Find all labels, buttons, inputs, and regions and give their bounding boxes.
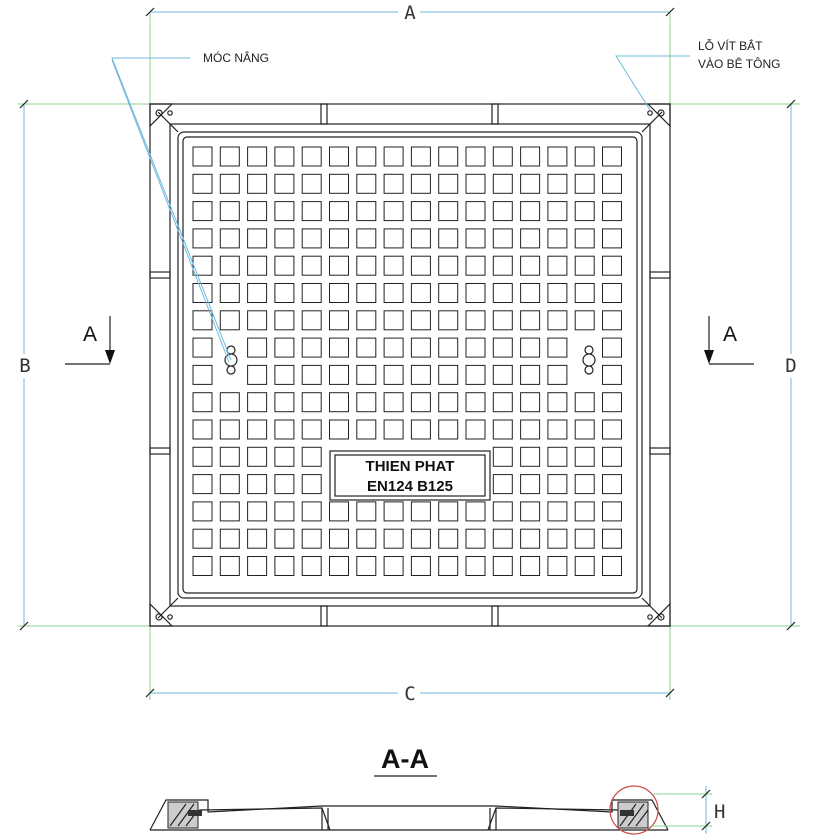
grid-square (521, 502, 540, 521)
grid-square (521, 311, 540, 330)
grid-square (603, 393, 622, 412)
grid-square (439, 365, 458, 384)
grid-square (384, 393, 403, 412)
grid-square (439, 529, 458, 548)
grid-square (603, 502, 622, 521)
grid-square (220, 502, 239, 521)
grid-square (330, 229, 349, 248)
nameplate (330, 451, 490, 500)
grid-square (493, 229, 512, 248)
grid-square (411, 147, 430, 166)
callout-screw-hole (616, 38, 780, 110)
grid-square (330, 338, 349, 357)
grid-square (193, 202, 212, 221)
grid-square (575, 202, 594, 221)
grid-square (603, 256, 622, 275)
height-dimension (652, 786, 725, 834)
grid-square (302, 447, 321, 466)
grid-square (548, 365, 567, 384)
grid-square (603, 420, 622, 439)
grid-square (302, 475, 321, 494)
grid-square (493, 502, 512, 521)
grid-square (220, 174, 239, 193)
grid-square (521, 393, 540, 412)
grid-square (330, 284, 349, 303)
grid-square (384, 502, 403, 521)
grid-square (193, 420, 212, 439)
grid-square (193, 256, 212, 275)
grid-square (548, 475, 567, 494)
section-marker-left (65, 316, 115, 364)
section-marker-right-label: A (722, 323, 738, 346)
grid-square (248, 202, 267, 221)
grid-square (193, 557, 212, 576)
grid-square (521, 147, 540, 166)
grid-square (220, 147, 239, 166)
grid-square (603, 338, 622, 357)
section-view-profile (150, 786, 668, 834)
nameplate-line1: THIEN PHAT (365, 458, 455, 475)
grid-square (439, 147, 458, 166)
grid-square (357, 147, 376, 166)
grid-square (603, 557, 622, 576)
grid-square (384, 284, 403, 303)
grid-square (493, 147, 512, 166)
grid-square (357, 202, 376, 221)
grid-square (384, 256, 403, 275)
screw-hole-icon (156, 110, 664, 620)
grid-square (248, 475, 267, 494)
grid-square (220, 447, 239, 466)
grid-square (439, 256, 458, 275)
grid-square (493, 311, 512, 330)
grid-square (220, 420, 239, 439)
grid-square (302, 311, 321, 330)
dimension-label-right: D (785, 355, 797, 377)
grid-square (193, 229, 212, 248)
grid-square (275, 557, 294, 576)
grid-square (275, 365, 294, 384)
grid-square (548, 284, 567, 303)
dimension-label-height: H (714, 801, 726, 823)
grid-square (411, 393, 430, 412)
grid-square (466, 529, 485, 548)
grid-square (248, 529, 267, 548)
grid-square (411, 338, 430, 357)
grid-square (357, 174, 376, 193)
grid-square (493, 365, 512, 384)
grid-square (193, 338, 212, 357)
grid-square (357, 338, 376, 357)
grid-square (248, 284, 267, 303)
grid-square (302, 338, 321, 357)
grid-square (275, 420, 294, 439)
grid-square (248, 557, 267, 576)
grid-square (548, 202, 567, 221)
grid-square (275, 529, 294, 548)
grid-square (220, 557, 239, 576)
grid-square (548, 338, 567, 357)
grid-square (411, 420, 430, 439)
grid-square (575, 284, 594, 303)
grid-square (521, 202, 540, 221)
grid-square (548, 311, 567, 330)
grid-square (302, 502, 321, 521)
grid-square (411, 529, 430, 548)
grid-square (411, 256, 430, 275)
grid-square (248, 420, 267, 439)
grid-square (493, 447, 512, 466)
grid-square (302, 284, 321, 303)
grid-square (521, 284, 540, 303)
grid-square (548, 256, 567, 275)
grid-square (466, 284, 485, 303)
callout-screw-hole-line2: VÀO BÊ TÔNG (698, 57, 781, 71)
grid-square (248, 447, 267, 466)
grid-square (275, 174, 294, 193)
grid-square (357, 256, 376, 275)
grid-square (330, 529, 349, 548)
grid-square (603, 475, 622, 494)
grid-square (357, 284, 376, 303)
grid-square (493, 393, 512, 412)
grid-square (521, 475, 540, 494)
grid-square (466, 311, 485, 330)
grid-square (411, 502, 430, 521)
grid-square (193, 147, 212, 166)
grid-square (275, 229, 294, 248)
grid-square (248, 365, 267, 384)
grid-square (384, 311, 403, 330)
grid-square (384, 420, 403, 439)
grid-square (275, 147, 294, 166)
grid-square (466, 502, 485, 521)
grid-square (220, 229, 239, 248)
grid-square (603, 284, 622, 303)
grid-square (384, 529, 403, 548)
grid-square (603, 447, 622, 466)
grid-square (248, 393, 267, 412)
grid-square (248, 338, 267, 357)
grid-square (466, 174, 485, 193)
grid-square (466, 557, 485, 576)
grid-square (220, 311, 239, 330)
grid-square (248, 311, 267, 330)
grid-square (575, 475, 594, 494)
grid-square (575, 229, 594, 248)
grid-square (521, 420, 540, 439)
grid-square (384, 338, 403, 357)
grid-square (302, 229, 321, 248)
grid-square (575, 557, 594, 576)
grid-square (384, 557, 403, 576)
grid-square (493, 174, 512, 193)
grid-square (603, 202, 622, 221)
grid-square (275, 202, 294, 221)
grid-square (575, 502, 594, 521)
grid-square (357, 311, 376, 330)
grid-square (439, 338, 458, 357)
grid-square (466, 256, 485, 275)
grid-square (357, 229, 376, 248)
grid-square (248, 256, 267, 275)
grid-square (466, 202, 485, 221)
grid-square (466, 229, 485, 248)
grid-square (575, 447, 594, 466)
grid-square (193, 393, 212, 412)
grid-square (521, 229, 540, 248)
grid-square (357, 420, 376, 439)
grid-square (302, 420, 321, 439)
grid-square (575, 393, 594, 412)
grid-square (575, 529, 594, 548)
grid-square (493, 284, 512, 303)
grid-square (302, 256, 321, 275)
grid-square (248, 174, 267, 193)
grid-square (466, 365, 485, 384)
grid-square (357, 365, 376, 384)
dimension-label-bottom: C (404, 683, 416, 705)
grid-square (330, 393, 349, 412)
callout-lifting-hook-label: MÓC NÂNG (203, 51, 269, 65)
grid-square (548, 557, 567, 576)
grid-square (330, 365, 349, 384)
grid-square (575, 174, 594, 193)
grid-square (439, 502, 458, 521)
grid-square (439, 311, 458, 330)
grid-square (548, 447, 567, 466)
grid-square (275, 311, 294, 330)
grid-square (548, 529, 567, 548)
grid-square (493, 202, 512, 221)
grid-square (439, 229, 458, 248)
section-marker-left-label: A (82, 323, 98, 346)
grid-square (521, 338, 540, 357)
grid-square (384, 174, 403, 193)
grid-square (466, 420, 485, 439)
grid-square (193, 447, 212, 466)
callout-lifting-hook (112, 50, 269, 362)
grid-square (521, 557, 540, 576)
grid-square (603, 147, 622, 166)
grid-square (302, 557, 321, 576)
grid-square (330, 311, 349, 330)
nameplate-line2: EN124 B125 (367, 478, 453, 495)
grid-square (357, 393, 376, 412)
grid-square (330, 420, 349, 439)
grid-square (439, 202, 458, 221)
grid-square (548, 147, 567, 166)
grid-square (439, 557, 458, 576)
grid-square (521, 174, 540, 193)
grid-square (466, 338, 485, 357)
grid-square (603, 365, 622, 384)
grid-square (575, 420, 594, 439)
grid-square (193, 475, 212, 494)
grid-square (384, 202, 403, 221)
grid-square (411, 174, 430, 193)
grid-square (384, 229, 403, 248)
dimension-label-top: A (404, 2, 416, 24)
grid-square (439, 393, 458, 412)
grid-square (439, 174, 458, 193)
grid-square (193, 502, 212, 521)
grid-square (411, 202, 430, 221)
dimension-lines (18, 8, 800, 700)
grid-square (411, 311, 430, 330)
grid-square (248, 147, 267, 166)
grid-square (275, 393, 294, 412)
grid-square (439, 284, 458, 303)
grid-square (220, 475, 239, 494)
grid-square (275, 338, 294, 357)
callout-screw-hole-line1: LỖ VÍT BẮT (698, 39, 763, 53)
grid-square (275, 284, 294, 303)
grid-square (548, 420, 567, 439)
grid-square (493, 420, 512, 439)
grid-square (248, 229, 267, 248)
grid-square (193, 529, 212, 548)
grid-square (384, 147, 403, 166)
section-marker-right (704, 316, 754, 364)
grid-square (603, 174, 622, 193)
grid-square (193, 311, 212, 330)
grid-square (220, 284, 239, 303)
grid-square (302, 393, 321, 412)
grid-square (220, 529, 239, 548)
grid-square (575, 147, 594, 166)
grid-square (466, 147, 485, 166)
grid-square (493, 557, 512, 576)
grid-square (466, 393, 485, 412)
grid-square (302, 202, 321, 221)
grid-square (411, 365, 430, 384)
grid-square (330, 256, 349, 275)
grid-square (493, 529, 512, 548)
grid-square (357, 502, 376, 521)
grid-square (521, 256, 540, 275)
grid-square (493, 256, 512, 275)
grid-square (493, 338, 512, 357)
grid-square (302, 529, 321, 548)
grid-square (220, 256, 239, 275)
grid-square (603, 311, 622, 330)
grid-square (193, 365, 212, 384)
grid-square (411, 229, 430, 248)
grid-square (575, 311, 594, 330)
grid-square (548, 393, 567, 412)
grid-pattern (193, 147, 622, 576)
grid-square (275, 475, 294, 494)
grid-square (384, 365, 403, 384)
grid-square (521, 365, 540, 384)
grid-square (302, 174, 321, 193)
section-view-title: A-A (381, 744, 429, 774)
grid-square (330, 557, 349, 576)
dimension-label-left: B (19, 355, 31, 377)
grid-square (330, 147, 349, 166)
grid-square (193, 174, 212, 193)
grid-square (411, 557, 430, 576)
grid-square (575, 256, 594, 275)
grid-square (302, 365, 321, 384)
grid-square (275, 447, 294, 466)
grid-square (603, 229, 622, 248)
grid-square (439, 420, 458, 439)
grid-square (248, 502, 267, 521)
grid-square (220, 202, 239, 221)
grid-square (521, 529, 540, 548)
grid-square (330, 502, 349, 521)
grid-square (220, 393, 239, 412)
grid-square (411, 284, 430, 303)
grid-square (357, 529, 376, 548)
grid-square (330, 202, 349, 221)
grid-square (548, 502, 567, 521)
grid-square (548, 174, 567, 193)
grid-square (548, 229, 567, 248)
grid-square (357, 557, 376, 576)
grid-square (330, 174, 349, 193)
grid-square (521, 447, 540, 466)
grid-square (493, 475, 512, 494)
grid-square (275, 502, 294, 521)
grid-square (603, 529, 622, 548)
grid-square (302, 147, 321, 166)
grid-square (275, 256, 294, 275)
